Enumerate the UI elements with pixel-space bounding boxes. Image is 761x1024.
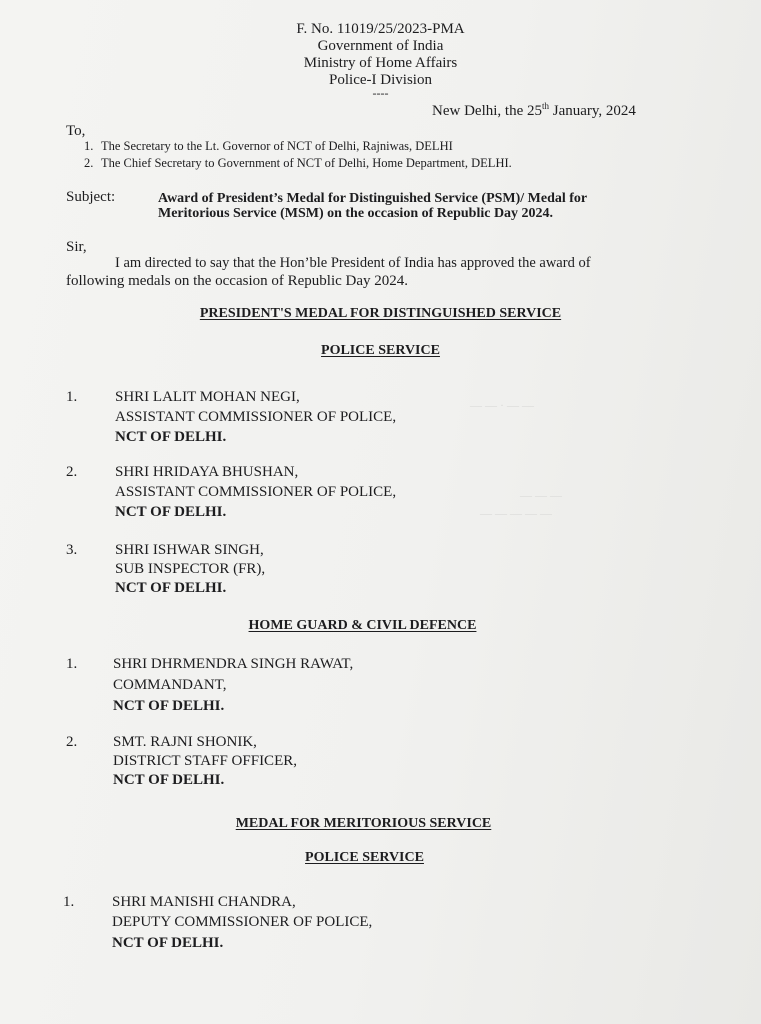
entry-name: SHRI DHRMENDRA SINGH RAWAT,	[113, 656, 354, 672]
entry-place: NCT OF DELHI.	[115, 429, 227, 445]
date-prefix: New Delhi, the 25	[432, 103, 542, 119]
file-number: F. No. 11019/25/2023-PMA	[296, 21, 465, 37]
ministry-name: Ministry of Home Affairs	[303, 55, 458, 71]
entry-place: NCT OF DELHI.	[113, 772, 225, 788]
entry-name: SMT. RAJNI SHONIK,	[113, 734, 257, 750]
body-paragraph-line-2: following medals on the occasion of Republic Day 2024.	[66, 273, 409, 289]
division-name: Police-I Division	[329, 72, 432, 88]
recipient-1-text: The Secretary to the Lt. Governor of NCT of Delhi, Rajniwas, DELHI	[101, 139, 453, 153]
header-rule: ----	[372, 86, 389, 100]
msm-heading: MEDAL FOR MERITORIOUS SERVICE	[235, 816, 492, 831]
recipient-2-text: The Chief Secretary to Government of NCT of Delhi, Home Department, DELHI.	[101, 156, 512, 170]
entry-rank: ASSISTANT COMMISSIONER OF POLICE,	[115, 484, 397, 500]
entry-number: 1.	[66, 389, 78, 405]
entry-place: NCT OF DELHI.	[112, 935, 224, 951]
recipient-1-number: 1.	[84, 139, 94, 153]
msm-police-heading: POLICE SERVICE	[305, 850, 424, 865]
entry-number: 2.	[66, 734, 78, 750]
entry-rank: DEPUTY COMMISSIONER OF POLICE,	[112, 914, 373, 930]
entry-place: NCT OF DELHI.	[115, 580, 227, 596]
date-ordinal: th	[541, 101, 549, 111]
date-suffix: January, 2024	[549, 103, 636, 119]
entry-rank: ASSISTANT COMMISSIONER OF POLICE,	[115, 409, 397, 425]
letter-date	[432, 102, 636, 120]
to-label: To,	[66, 123, 86, 139]
entry-rank: SUB INSPECTOR (FR),	[115, 561, 266, 577]
entry-rank: DISTRICT STAFF OFFICER,	[113, 753, 297, 769]
psm-heading: PRESIDENT'S MEDAL FOR DISTINGUISHED SERVICE	[199, 306, 562, 321]
entry-place: NCT OF DELHI.	[115, 504, 227, 520]
entry-number: 1.	[66, 656, 78, 672]
bleed-through-mark: — — · — —	[470, 398, 534, 412]
home-guard-heading: HOME GUARD & CIVIL DEFENCE	[248, 618, 477, 633]
entry-number: 2.	[66, 464, 78, 480]
recipient-2-number: 2.	[84, 156, 94, 170]
psm-police-heading: POLICE SERVICE	[321, 343, 440, 358]
entry-name: SHRI LALIT MOHAN NEGI,	[115, 389, 300, 405]
entry-number: 3.	[66, 542, 78, 558]
entry-name: SHRI HRIDAYA BHUSHAN,	[115, 464, 299, 480]
salutation: Sir,	[66, 239, 87, 255]
government-name: Government of India	[317, 38, 444, 54]
bleed-through-mark: — — — — —	[480, 506, 552, 520]
subject-label: Subject:	[66, 189, 116, 205]
entry-name: SHRI ISHWAR SINGH,	[115, 542, 264, 558]
subject-line-1: Award of President’s Medal for Distinguished Service (PSM)/ Medal for	[158, 191, 588, 206]
subject-line-2: Meritorious Service (MSM) on the occasion of Republic Day 2024.	[158, 206, 554, 221]
entry-name: SHRI MANISHI CHANDRA,	[112, 894, 296, 910]
body-paragraph-line-1: I am directed to say that the Hon’ble President of India has approved the award of	[115, 255, 591, 271]
entry-number: 1.	[63, 894, 75, 910]
bleed-through-mark: — — —	[520, 488, 562, 502]
entry-rank: COMMANDANT,	[113, 677, 227, 693]
entry-place: NCT OF DELHI.	[113, 698, 225, 714]
